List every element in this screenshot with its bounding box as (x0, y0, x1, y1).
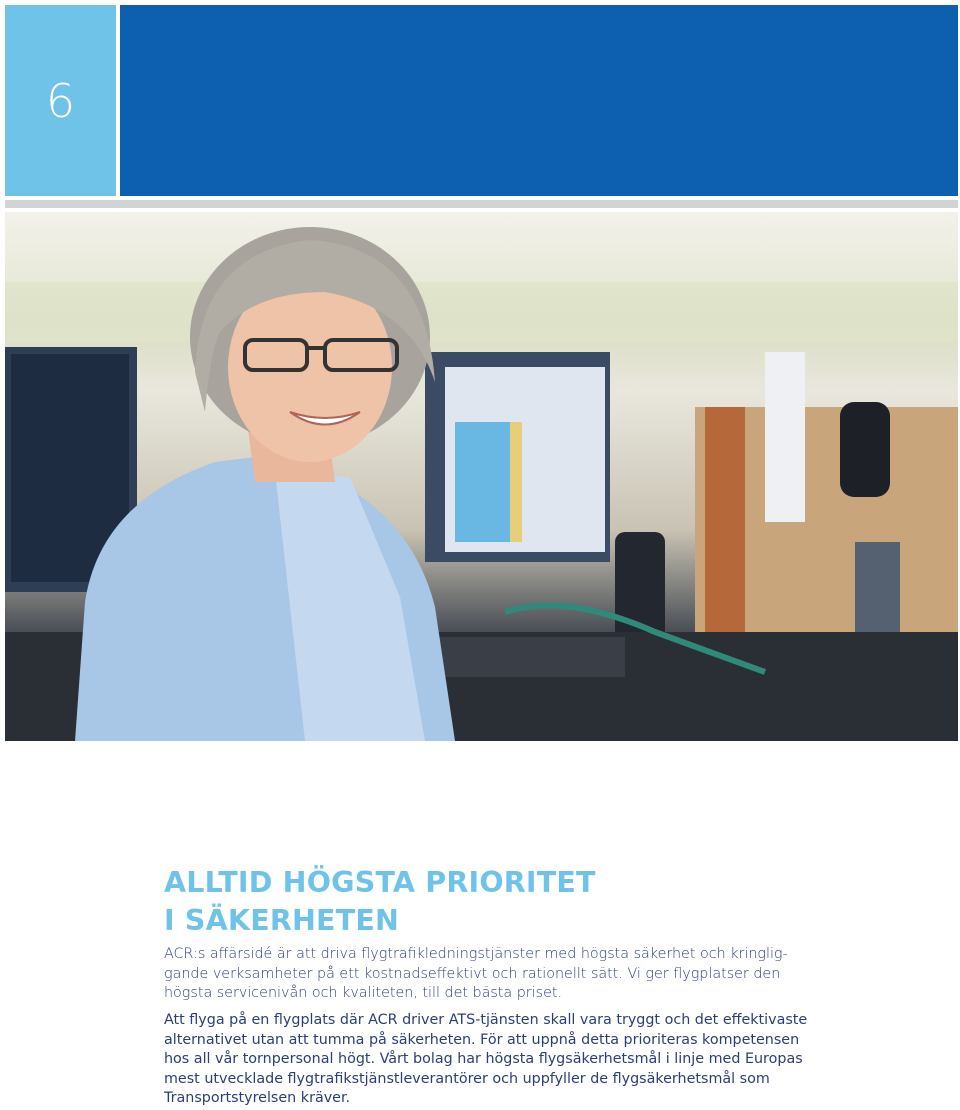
body-line: Att flyga på en flygplats där ACR driver ATS-tjänsten skall vara tryggt och det effektivaste (164, 1012, 808, 1028)
equipment-board-edge (705, 407, 745, 647)
photo-air-traffic-controller (5, 212, 958, 741)
headset (840, 402, 890, 497)
intro-line: ACR:s affärsidé är att driva flygtrafikledningstjänster med högsta säkerhet och kringlig- (164, 946, 788, 962)
window-landscape (5, 282, 958, 342)
article-heading (164, 864, 864, 940)
heading-line: ALLTID HÖGSTA PRIORITET (164, 866, 596, 899)
body-line: alternativet utan att tumma på säkerheten. För att uppnå detta prioriteras kompetensen (164, 1031, 800, 1048)
intro-line: högsta servicenivån och kvaliteten, till det bästa priset. (164, 985, 563, 1002)
photo-illustration (5, 212, 958, 741)
header-color-band (120, 5, 958, 196)
heading-line: I SÄKERHETEN (164, 904, 400, 937)
page-number: 6 (45, 73, 76, 128)
body-paragraph (164, 1011, 814, 1109)
divider-rule (5, 200, 958, 208)
intro-line: gande verksamheter på ett kostnadseffektivt och rationellt sätt. Vi ger flygplatser den (164, 965, 781, 982)
body-line: mest utvecklade flygtrafikstjänstleverantörer och uppfyller de flygsäkerhetsmål som (164, 1070, 770, 1087)
equipment-device (765, 352, 805, 522)
screen-panel-blue (455, 422, 510, 542)
body-line: hos all vår tornpersonal högt. Vårt bolag har högsta flygsäkerhetsmål i linje med Europas (164, 1051, 803, 1068)
screen-panel-yellow (510, 422, 522, 542)
body-line: Transportstyrelsen kräver. (164, 1090, 351, 1107)
page-number-box (5, 5, 116, 196)
intro-paragraph (164, 945, 814, 1004)
keyboard (435, 637, 625, 677)
